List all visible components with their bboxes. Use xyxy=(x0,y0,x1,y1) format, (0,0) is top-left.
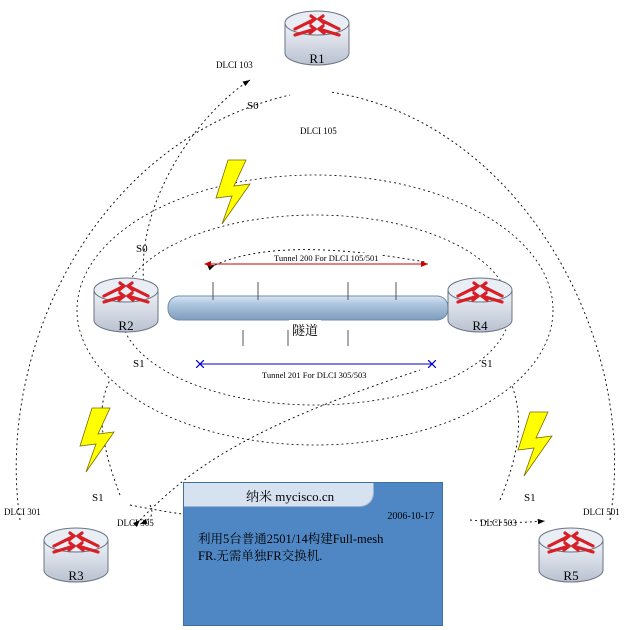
interface-label-r3-s1: S1 xyxy=(92,492,104,504)
dlci-label-503: DLCI 503 xyxy=(480,518,517,528)
router-r3[interactable] xyxy=(40,528,112,582)
router-r4[interactable] xyxy=(444,278,516,332)
router-r1[interactable] xyxy=(281,11,353,65)
router-label: R5 xyxy=(563,568,579,583)
tunnel-200-label: Tunnel 200 For DLCI 105/501 xyxy=(274,253,379,263)
dlci-label-103: DLCI 103 xyxy=(216,60,253,70)
dlci-label-301: DLCI 301 xyxy=(4,507,41,517)
callout-line-1: 利用5台普通2501/14构建Full-mesh xyxy=(198,532,384,546)
interface-label-r1-s0: S0 xyxy=(247,100,259,112)
callout-date: 2006-10-17 xyxy=(387,511,434,522)
interface-label-r2-s0: S0 xyxy=(136,243,148,255)
router-r2[interactable] xyxy=(90,278,162,332)
callout-box xyxy=(183,482,443,626)
callout-line-2: FR.无需单独FR交换机. xyxy=(198,549,323,563)
tunnel-201-label: Tunnel 201 For DLCI 305/503 xyxy=(262,370,367,380)
router-label: R4 xyxy=(472,318,488,333)
router-label: R2 xyxy=(118,318,134,333)
interface-label-r4-s1: S1 xyxy=(481,358,493,370)
callout-title: 纳米 mycisco.cn xyxy=(246,489,335,504)
lightning-r2-r3 xyxy=(80,408,114,472)
dlci-label-305: DLCI 305 xyxy=(117,518,154,528)
dlci-label-105: DLCI 105 xyxy=(300,126,337,136)
tunnel-pipe-label: 隧道 xyxy=(289,320,321,339)
router-r5[interactable] xyxy=(535,528,607,582)
interface-label-r5-s1: S1 xyxy=(524,492,536,504)
interface-label-r2-s1: S1 xyxy=(133,358,145,370)
dlci-label-501: DLCI 501 xyxy=(583,507,620,517)
lightning-r4-r5 xyxy=(518,412,552,476)
lightning-r1-r2 xyxy=(216,160,250,224)
router-label: R3 xyxy=(68,568,84,583)
callout-body xyxy=(198,531,434,565)
router-label: R1 xyxy=(309,51,325,66)
